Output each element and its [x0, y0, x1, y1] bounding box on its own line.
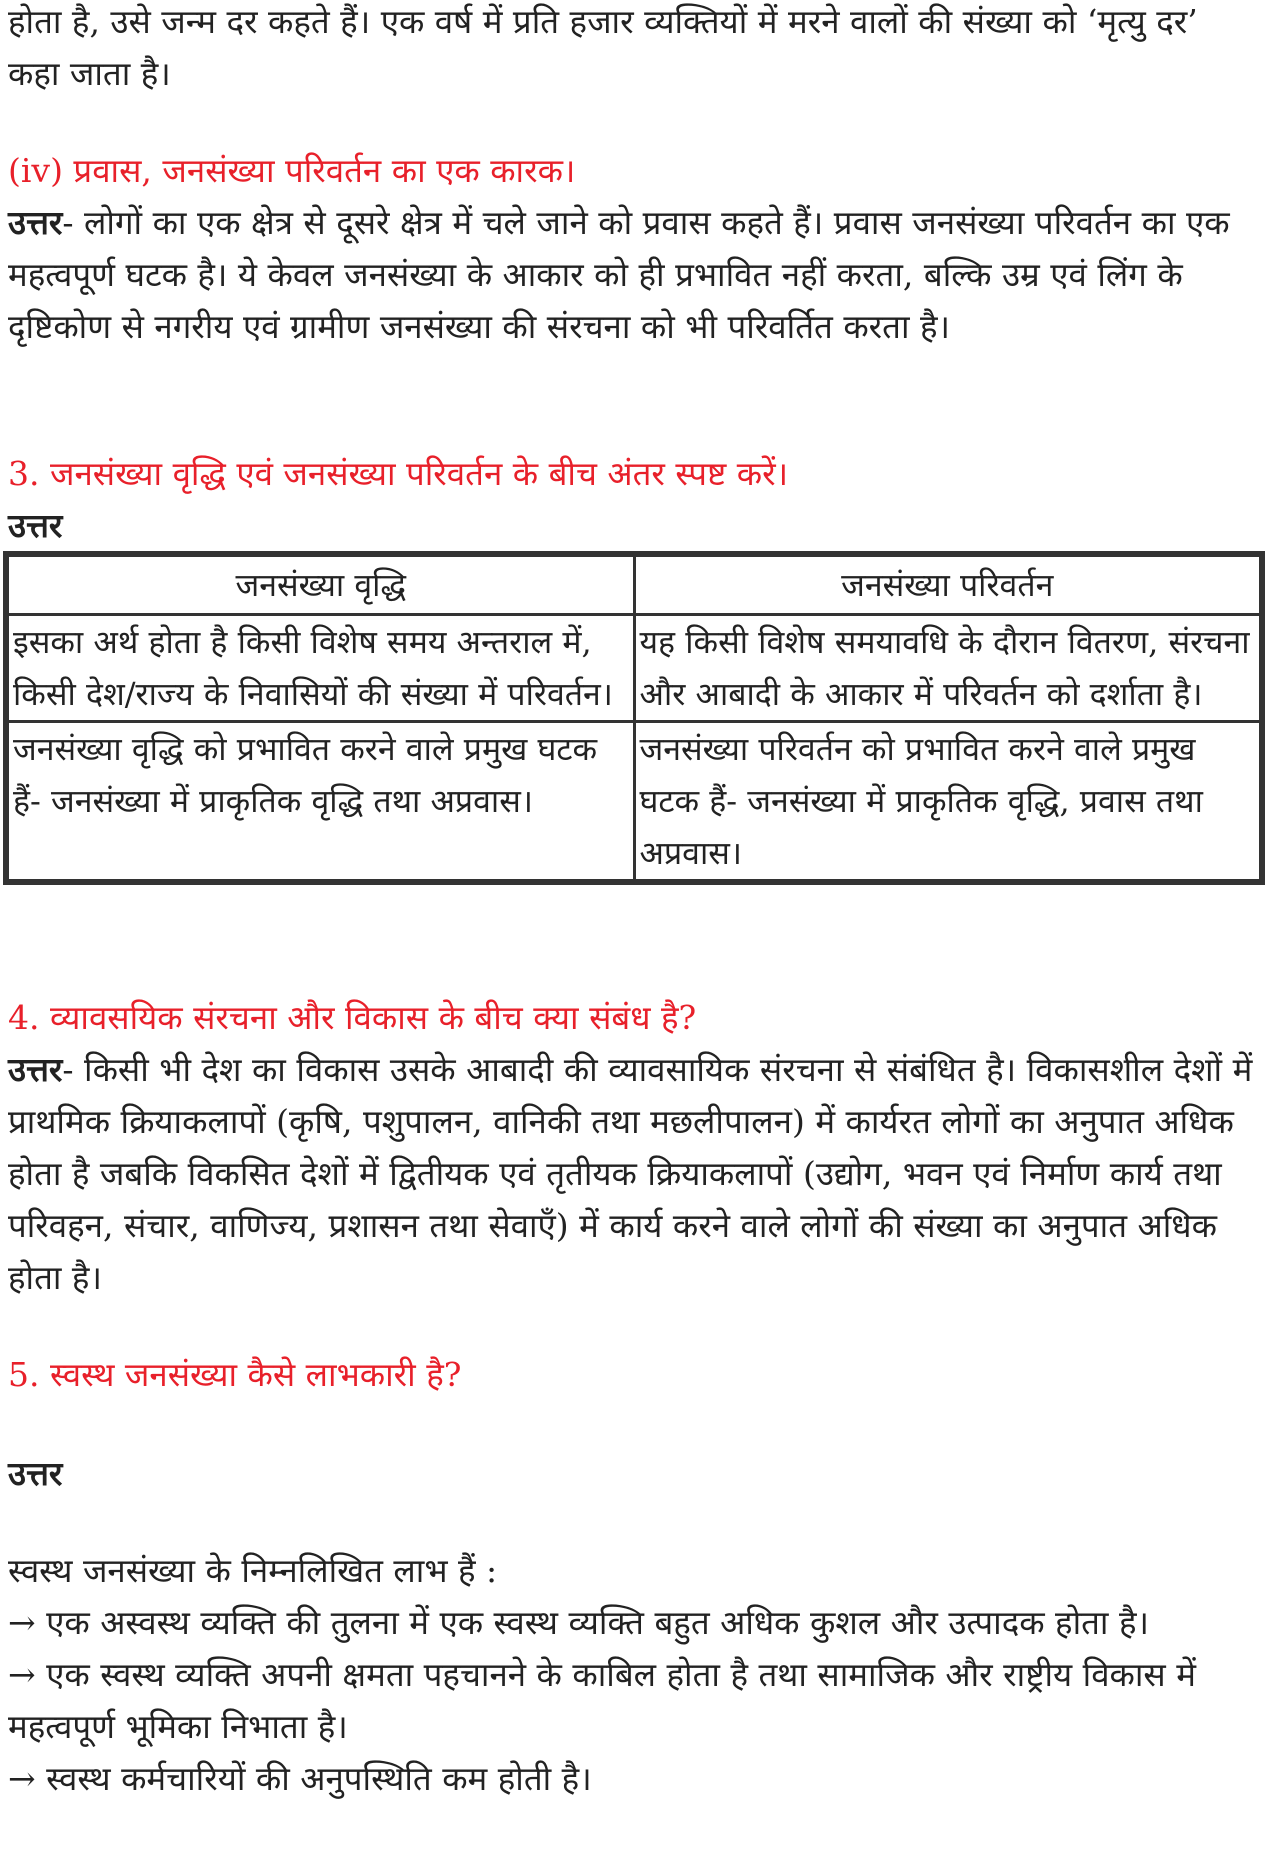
question-4-heading: 4. व्यावसयिक संरचना और विकास के बीच क्या संबंध है? [8, 998, 697, 1037]
table-cell: जनसंख्या परिवर्तन को प्रभावित करने वाले प्रमुख घटक हैं- जनसंख्या में प्राकृतिक वृद्धि, प्रवास तथा अप्रवास। [636, 723, 1260, 879]
table-cell: जनसंख्या वृद्धि को प्रभावित करने वाले प्रमुख घटक हैं- जनसंख्या में प्राकृतिक वृद्धि तथा अप्रवास। [9, 723, 633, 879]
question-5-heading: 5. स्वस्थ जनसंख्या कैसे लाभकारी है? [8, 1355, 462, 1394]
answer-label-text: उत्तर [8, 506, 63, 545]
answer-label [8, 500, 1256, 552]
benefit-point: → एक अस्वस्थ व्यक्ति की तुलना में एक स्वस्थ व्यक्ति बहुत अधिक कुशल और उत्पादक होता है। [8, 1603, 1150, 1642]
answer-text: - लोगों का एक क्षेत्र से दूसरे क्षेत्र में चले जाने को प्रवास कहते हैं। प्रवास जनसंख्या परिवर्तन का एक महत्वपूर्ण घटक है। ये केवल जनसंख्या के आकार को ही प्रभावित नहीं करता, बल्कि उम्र एवं लिंग के दृष्टिकोण से नगरीय एवं ग्रामीण जनसंख्या की संरचना को भी परिवर्तित करता है। [8, 203, 1230, 346]
answer-label: उत्तर [8, 1050, 63, 1089]
table-header: जनसंख्या वृद्धि [9, 557, 633, 613]
table-row [9, 616, 1259, 720]
answer-text: - किसी भी देश का विकास उसके आबादी की व्यावसायिक संरचना से संबंधित है। विकासशील देशों में प्राथमिक क्रियाकलापों (कृषि, पशुपालन, वानिकी तथा मछलीपालन) में कार्यरत लोगों का अनुपात अधिक होता है जबकि विकसित देशों में द्वितीयक एवं तृतीयक क्रियाकलापों (उद्योग, भवन एवं निर्माण कार्य तथा परिवहन, संचार, वाणिज्य, प्रशासन तथा सेवाएँ) में कार्य करने वाले लोगों की संख्या का अनुपात अधिक होता है। [8, 1050, 1253, 1297]
question-4-answer [8, 1044, 1256, 1304]
table-row [9, 723, 1259, 879]
intro-paragraph: होता है, उसे जन्म दर कहते हैं। एक वर्ष में प्रति हजार व्यक्तियों में मरने वालों की संख्या को ‘मृत्यु दर’ कहा जाता है। [8, 2, 1198, 93]
answer-label: उत्तर [8, 203, 63, 242]
question-5-answer [8, 1545, 1256, 1805]
question-iv-heading: (iv) प्रवास, जनसंख्या परिवर्तन का एक कारक। [8, 151, 576, 190]
comparison-table [3, 551, 1265, 885]
benefit-point: → स्वस्थ कर्मचारियों की अनुपस्थिति कम होती है। [8, 1759, 592, 1798]
table-header-row [9, 557, 1259, 613]
benefit-point: → एक स्वस्थ व्यक्ति अपनी क्षमता पहचानने के काबिल होता है तथा सामाजिक और राष्ट्रीय विकास में महत्वपूर्ण भूमिका निभाता है। [8, 1655, 1196, 1746]
answer-label-text: उत्तर [8, 1454, 63, 1493]
answer-intro: स्वस्थ जनसंख्या के निम्नलिखित लाभ हैं : [8, 1551, 498, 1590]
question-iv-answer [8, 197, 1256, 353]
question-3-heading: 3. जनसंख्या वृद्धि एवं जनसंख्या परिवर्तन के बीच अंतर स्पष्ट करें। [8, 454, 789, 493]
answer-label [8, 1448, 1256, 1500]
table-cell: इसका अर्थ होता है किसी विशेष समय अन्तराल में, किसी देश/राज्य के निवासियों की संख्या में परिवर्तन। [9, 616, 633, 720]
table-cell: यह किसी विशेष समयावधि के दौरान वितरण, संरचना और आबादी के आकार में परिवर्तन को दर्शाता है। [636, 616, 1260, 720]
table-header: जनसंख्या परिवर्तन [636, 557, 1260, 613]
